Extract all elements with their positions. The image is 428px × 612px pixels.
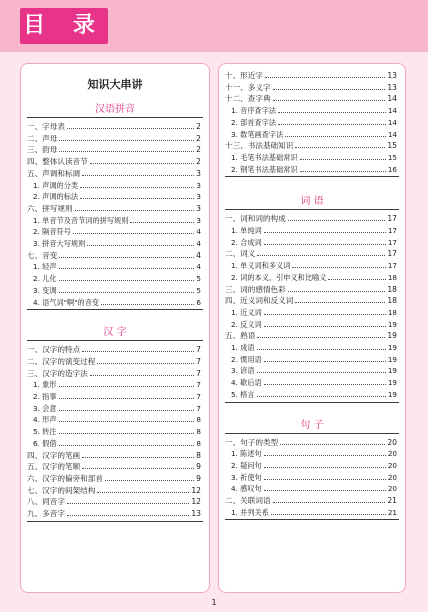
toc-entry-label: 2. 反义词 xyxy=(231,319,262,329)
dot-leader xyxy=(264,326,386,327)
toc-entry-label: 四、汉字的笔画 xyxy=(27,450,81,460)
toc-entry-page: 6 xyxy=(196,297,201,307)
toc-entry-page: 4 xyxy=(196,227,201,237)
section-rule xyxy=(225,519,399,520)
toc-entry-page: 7 xyxy=(196,356,201,366)
toc-entry-page: 3 xyxy=(196,192,201,202)
toc-entry-page: 12 xyxy=(191,497,201,507)
dot-leader xyxy=(59,257,194,258)
toc-entry-page: 7 xyxy=(196,380,201,390)
dot-leader xyxy=(59,410,195,411)
toc-entry-label: 三、词的感情色彩 xyxy=(225,284,286,294)
toc-entry-page: 9 xyxy=(196,473,201,483)
section-rule xyxy=(27,117,203,118)
title-box xyxy=(20,8,108,44)
toc-entry-page: 20 xyxy=(387,472,397,482)
toc-entry-label: 3. 谚语 xyxy=(231,366,255,376)
toc-entry-label: 1. 声调的分类 xyxy=(33,180,79,190)
dot-leader xyxy=(59,445,195,446)
section-title: 汉语拼音 xyxy=(95,104,135,115)
toc-entry-page: 3 xyxy=(196,203,201,213)
section-rule xyxy=(27,309,203,310)
dot-leader xyxy=(280,444,385,445)
dot-leader xyxy=(82,351,194,352)
dot-leader xyxy=(80,198,194,199)
toc-entry-page: 21 xyxy=(387,507,397,517)
toc-entry-label: 1. 毛笔书法基础常识 xyxy=(231,152,298,162)
toc-entry-label: 二、关联词语 xyxy=(225,496,271,505)
toc-entry-page: 19 xyxy=(387,331,397,341)
dot-leader xyxy=(300,159,386,160)
toc-entry-page: 3 xyxy=(196,215,201,225)
toc-entry-page: 20 xyxy=(387,437,397,447)
dot-leader xyxy=(328,279,385,280)
toc-entry-label: 1. 陈述句 xyxy=(231,449,262,459)
toc-entry-label: 5. 转注 xyxy=(33,427,57,437)
dot-leader xyxy=(59,398,195,399)
toc-entry-page: 5 xyxy=(196,274,201,284)
section-title: 句 子 xyxy=(300,419,324,431)
dot-leader xyxy=(273,100,386,101)
toc-entry-label: 2. 惯用语 xyxy=(231,354,262,364)
toc-entry-page: 18 xyxy=(387,307,397,317)
dot-leader xyxy=(130,222,194,223)
toc-entry-label: 四、整体认读音节 xyxy=(27,157,88,167)
toc-entry-page: 17 xyxy=(387,226,397,235)
dot-leader xyxy=(265,77,385,78)
toc-entry-page: 15 xyxy=(387,152,397,162)
dot-leader xyxy=(80,187,194,188)
toc-entry-label: 1. 单音节及音节词的拼写规则 xyxy=(33,215,129,225)
dot-leader xyxy=(264,467,386,468)
toc-entry-label: 2. 疑问句 xyxy=(231,460,262,470)
toc-entry-page: 8 xyxy=(196,450,201,460)
dot-leader xyxy=(67,128,194,129)
dot-leader xyxy=(97,363,194,364)
toc-entry-label: 2. 儿化 xyxy=(33,274,57,284)
toc-entry-page: 13 xyxy=(191,509,201,518)
toc-entry-label: 2. 合成词 xyxy=(231,237,262,247)
toc-entry-label: 1. 近义词 xyxy=(231,307,262,317)
toc-entry-label: 1. 单义词和多义词 xyxy=(231,261,291,271)
dot-leader xyxy=(59,140,194,141)
section-title: 汉 字 xyxy=(103,327,127,339)
toc-entry-label: 3. 祈使句 xyxy=(231,472,262,482)
page-title: 目 录 xyxy=(23,13,105,38)
toc-entry-page: 14 xyxy=(387,129,397,139)
dot-leader xyxy=(59,421,195,422)
dot-leader xyxy=(264,479,386,480)
dot-leader xyxy=(264,244,386,245)
dot-leader xyxy=(257,337,385,338)
toc-entry-label: 4. 歇后语 xyxy=(231,378,262,388)
dot-leader xyxy=(90,375,194,376)
dot-leader xyxy=(273,502,386,503)
toc-entry-label: 二、汉字的演变过程 xyxy=(27,356,96,366)
dot-leader xyxy=(105,480,194,481)
toc-entry-page: 7 xyxy=(196,368,201,378)
dot-leader xyxy=(285,136,386,137)
toc-entry-label: 3. 数笔画查字法 xyxy=(231,129,284,139)
dot-leader xyxy=(59,268,195,269)
dot-leader xyxy=(101,304,194,305)
dot-leader xyxy=(87,245,194,246)
toc-entry-label: 一、词和词的构成 xyxy=(225,214,286,224)
dot-leader xyxy=(295,147,385,148)
toc-entry-page: 18 xyxy=(387,272,397,282)
toc-entry-page: 15 xyxy=(387,141,397,151)
header-band xyxy=(0,0,428,52)
toc-entry-label: 一、汉字的特点 xyxy=(27,345,81,355)
toc-entry-label: 三、汉字的造字法 xyxy=(27,368,88,378)
toc-entry-page: 12 xyxy=(191,485,201,495)
toc-entry-label: 十二、查字典 xyxy=(225,94,271,104)
dot-leader xyxy=(300,171,386,172)
dot-leader xyxy=(75,210,195,211)
toc-entry-page: 17 xyxy=(387,214,397,224)
toc-entry-page: 20 xyxy=(387,484,397,494)
dot-leader xyxy=(82,175,194,176)
toc-entry-page: 8 xyxy=(196,438,201,448)
toc-entry-page: 2 xyxy=(196,133,201,143)
toc-entry-label: 1. 象形 xyxy=(33,380,57,390)
toc-entry-page: 14 xyxy=(387,117,397,127)
toc-entry-page: 7 xyxy=(196,392,201,401)
toc-entry-label: 十、形近字 xyxy=(225,71,263,80)
main-section-title: 知识大串讲 xyxy=(87,78,143,91)
toc-entry-page: 2 xyxy=(196,157,201,167)
toc-entry-page: 14 xyxy=(387,106,397,116)
dot-leader xyxy=(273,89,386,90)
toc-entry-label: 2. 词的本义、引申义和比喻义 xyxy=(231,272,327,282)
toc-entry-label: 1. 轻声 xyxy=(33,262,57,272)
dot-leader xyxy=(257,396,386,397)
toc-entry-page: 2 xyxy=(196,122,201,131)
toc-entry-label: 2. 钢笔书法基础常识 xyxy=(231,164,298,174)
toc-entry-label: 3. 变调 xyxy=(33,285,57,295)
toc-entry-label: 一、字母表 xyxy=(27,122,65,131)
dot-leader xyxy=(278,112,386,113)
toc-entry-page: 2 xyxy=(196,145,201,155)
toc-entry-page: 4 xyxy=(196,262,201,272)
toc-entry-page: 17 xyxy=(387,249,397,259)
dot-leader xyxy=(288,220,386,221)
toc-entry-label: 1. 并列关系 xyxy=(231,507,269,517)
toc-entry-label: 4. 感叹句 xyxy=(231,484,262,494)
dot-leader xyxy=(264,314,386,315)
toc-entry-label: 九、多音字 xyxy=(27,509,65,518)
toc-entry-label: 1. 单纯词 xyxy=(231,226,262,235)
dot-leader xyxy=(264,232,386,233)
toc-entry-label: 五、汉字的笔顺 xyxy=(27,462,81,472)
toc-entry-page: 9 xyxy=(196,462,201,472)
toc-entry-label: 5. 格言 xyxy=(231,389,255,399)
toc-entry-page: 3 xyxy=(196,168,201,178)
toc-entry-label: 二、声母 xyxy=(27,133,58,143)
toc-entry-page: 7 xyxy=(196,345,201,355)
toc-entry-page: 19 xyxy=(387,366,397,376)
toc-entry-page: 21 xyxy=(387,496,397,505)
page-number: 1 xyxy=(211,598,217,607)
toc-entry[interactable] xyxy=(27,506,201,519)
dot-leader xyxy=(59,386,195,387)
toc-entry-page: 18 xyxy=(387,284,397,294)
toc-entry-page: 14 xyxy=(387,94,397,104)
dot-leader xyxy=(67,515,189,516)
section-title: 词 语 xyxy=(300,196,324,208)
dot-leader xyxy=(288,291,386,292)
section-rule xyxy=(225,176,399,177)
toc-entry-label: 3. 会意 xyxy=(33,403,57,413)
dot-leader xyxy=(73,233,195,234)
section-rule xyxy=(225,402,399,403)
toc-entry-page: 20 xyxy=(387,449,397,459)
toc-entry-label: 五、声调和标调 xyxy=(27,168,81,178)
toc-entry-label: 八、同音字 xyxy=(27,497,65,507)
toc-entry-page: 4 xyxy=(196,250,201,260)
dot-leader xyxy=(67,503,189,504)
toc-subentry[interactable] xyxy=(231,162,397,175)
toc-entry-page: 5 xyxy=(196,285,201,295)
dot-leader xyxy=(82,457,194,458)
toc-entry-page: 13 xyxy=(387,82,397,92)
toc-entry-page: 7 xyxy=(196,403,201,413)
toc-entry-label: 一、句子的类型 xyxy=(225,437,279,447)
toc-subentry[interactable] xyxy=(33,295,201,308)
toc-subentry[interactable] xyxy=(231,505,397,518)
toc-entry-label: 四、近义词和反义词 xyxy=(225,296,294,306)
dot-leader xyxy=(59,151,194,152)
section-rule xyxy=(27,340,203,341)
dot-leader xyxy=(264,455,386,456)
toc-entry-label: 3. 拼音大写规则 xyxy=(33,239,86,248)
toc-entry-page: 19 xyxy=(387,354,397,364)
toc-entry-label: 七、汉字的间架结构 xyxy=(27,485,96,495)
toc-entry-page: 17 xyxy=(387,261,397,271)
dot-leader xyxy=(264,361,386,362)
toc-entry-label: 1. 音序查字法 xyxy=(231,106,277,116)
toc-entry-page: 3 xyxy=(196,180,201,190)
toc-entry-page: 13 xyxy=(387,71,397,80)
toc-entry-label: 4. 形声 xyxy=(33,415,57,425)
dot-leader xyxy=(97,492,189,493)
dot-leader xyxy=(82,468,194,469)
toc-left-column xyxy=(20,63,210,593)
toc-entry-label: 七、音变 xyxy=(27,250,58,260)
toc-entry-label: 1. 成语 xyxy=(231,343,255,352)
toc-entry-label: 二、词义 xyxy=(225,249,256,259)
toc-entry-label: 十三、书法基础知识 xyxy=(225,141,294,151)
toc-entry-label: 2. 隔音符号 xyxy=(33,227,71,237)
toc-entry-page: 4 xyxy=(196,239,201,248)
dot-leader xyxy=(264,490,386,491)
section-rule xyxy=(225,209,399,210)
dot-leader xyxy=(264,384,386,385)
dot-leader xyxy=(59,433,195,434)
toc-entry-page: 20 xyxy=(387,460,397,470)
toc-entry-page: 19 xyxy=(387,319,397,329)
dot-leader xyxy=(257,349,386,350)
toc-entry-page: 19 xyxy=(387,378,397,388)
dot-leader xyxy=(292,267,385,268)
toc-entry-label: 五、熟语 xyxy=(225,331,256,341)
toc-subentry[interactable] xyxy=(231,387,397,400)
toc-entry-label: 2. 部首查字法 xyxy=(231,117,277,127)
toc-entry-page: 19 xyxy=(387,389,397,399)
toc-entry-page: 8 xyxy=(196,415,201,425)
dot-leader xyxy=(257,255,385,256)
toc-entry-label: 十一、多义字 xyxy=(225,82,271,92)
toc-entry-page: 8 xyxy=(196,427,201,437)
toc-entry-page: 18 xyxy=(387,296,397,306)
toc-entry-label: 三、韵母 xyxy=(27,145,58,155)
toc-entry-label: 六、汉字的偏旁和部首 xyxy=(27,473,103,483)
dot-leader xyxy=(90,163,194,164)
toc-entry-label: 2. 指事 xyxy=(33,392,57,401)
section-rule xyxy=(225,433,399,434)
section-rule xyxy=(27,521,203,522)
toc-entry-label: 2. 声调的标法 xyxy=(33,192,79,202)
toc-entry-label: 6. 假借 xyxy=(33,438,57,448)
dot-leader xyxy=(278,124,386,125)
dot-leader xyxy=(59,280,195,281)
toc-entry-page: 19 xyxy=(387,343,397,352)
dot-leader xyxy=(59,292,195,293)
toc-entry-page: 17 xyxy=(387,237,397,247)
dot-leader xyxy=(271,514,386,515)
toc-entry-label: 六、拼写规则 xyxy=(27,203,73,213)
toc-entry-page: 16 xyxy=(387,164,397,174)
dot-leader xyxy=(295,302,385,303)
dot-leader xyxy=(257,372,386,373)
toc-entry-label: 4. 语气词"啊"的音变 xyxy=(33,297,100,307)
toc-right-column xyxy=(218,63,406,593)
